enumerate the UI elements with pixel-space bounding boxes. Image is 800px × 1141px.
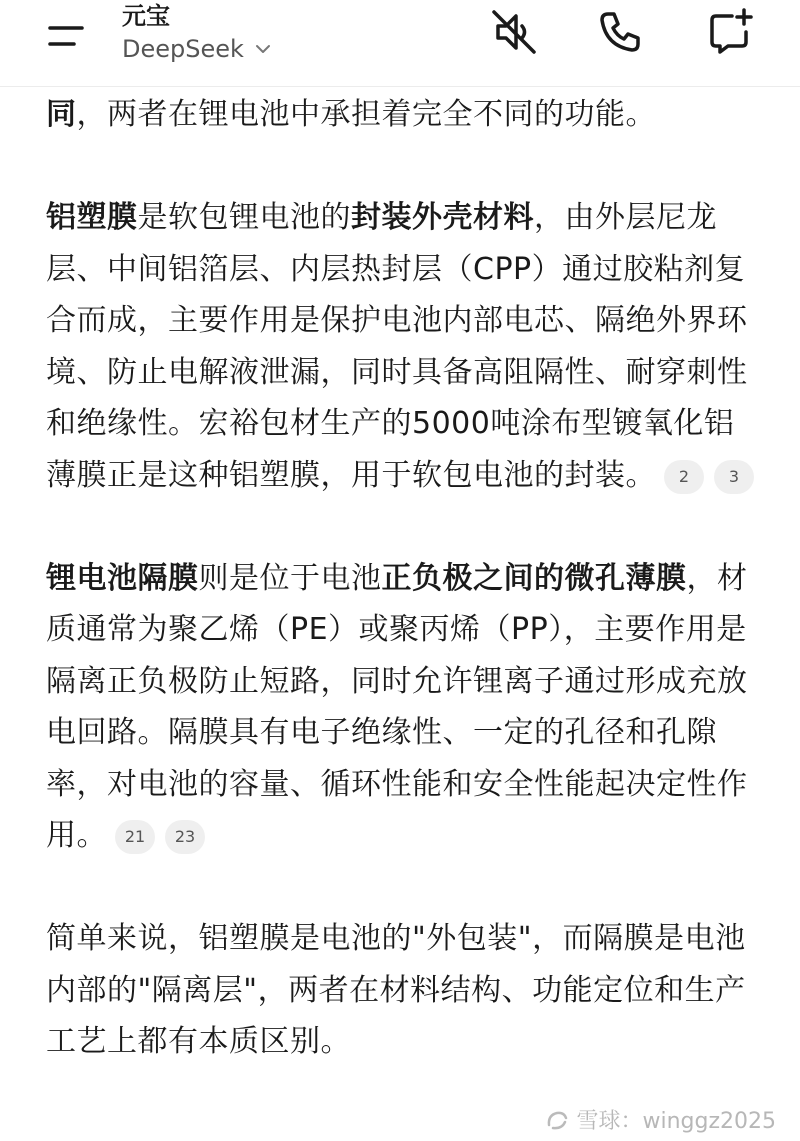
bold-text: 正负极之间的微孔薄膜 [381, 560, 687, 596]
answer-paragraph [46, 89, 756, 141]
citation-badge[interactable]: 3 [714, 460, 754, 494]
citation-badge[interactable]: 21 [115, 820, 155, 854]
model-selector[interactable] [122, 34, 272, 64]
watermark-text: 雪球：winggz2025 [576, 1109, 776, 1134]
citation-badge[interactable]: 23 [165, 820, 205, 854]
bold-text: 锂电池隔膜 [46, 560, 199, 596]
watermark [544, 1104, 776, 1135]
message-content [46, 89, 756, 1068]
body-text: ，两者在锂电池中承担着完全不同的功能。 [76, 97, 656, 132]
speaker-muted-icon[interactable] [486, 4, 542, 60]
phone-icon[interactable] [592, 4, 648, 60]
body-text: ，由外层尼龙层、中间铝箔层、内层热封层（CPP）通过胶粘剂复合而成，主要作用是保护电池内部电芯、隔绝外界环境、防止电解液泄漏，同时具备高阻隔性、耐穿刺性和绝缘性。宏裕包材生产的5000吨涂布型镀氧化铝薄膜正是这种铝塑膜，用于软包电池的封装。 [46, 200, 748, 493]
body-text: 则是位于电池 [198, 560, 382, 596]
title-block[interactable] [122, 2, 272, 64]
menu-icon[interactable] [42, 14, 90, 54]
chevron-down-icon [254, 40, 272, 58]
body-text: 是软包锂电池的 [137, 200, 351, 235]
body-text: ，材质通常为聚乙烯（PE）或聚丙烯（PP），主要作用是隔离正负极防止短路，同时允许锂离子通过形成充放电回路。隔膜具有电子绝缘性、一定的孔径和孔隙率，对电池的容量、循环性能和安全性能起决定性作用。 [46, 560, 748, 853]
answer-paragraph [46, 553, 756, 862]
model-name: DeepSeek [122, 35, 244, 63]
answer-paragraph [46, 913, 756, 1068]
new-chat-icon[interactable] [702, 4, 758, 60]
app-title: 元宝 [122, 2, 170, 30]
bold-text: 封装外壳材料 [351, 200, 534, 235]
snowball-logo-icon [544, 1107, 570, 1133]
answer-paragraph [46, 192, 756, 501]
bold-text: 铝塑膜 [46, 200, 138, 235]
top-bar [0, 0, 800, 87]
body-text: 简单来说，铝塑膜是电池的"外包装"，而隔膜是电池内部的"隔离层"，两者在材料结构、功能定位和生产工艺上都有本质区别。 [46, 921, 746, 1059]
citation-badge[interactable]: 2 [664, 460, 704, 494]
bold-text: 同 [46, 97, 77, 132]
